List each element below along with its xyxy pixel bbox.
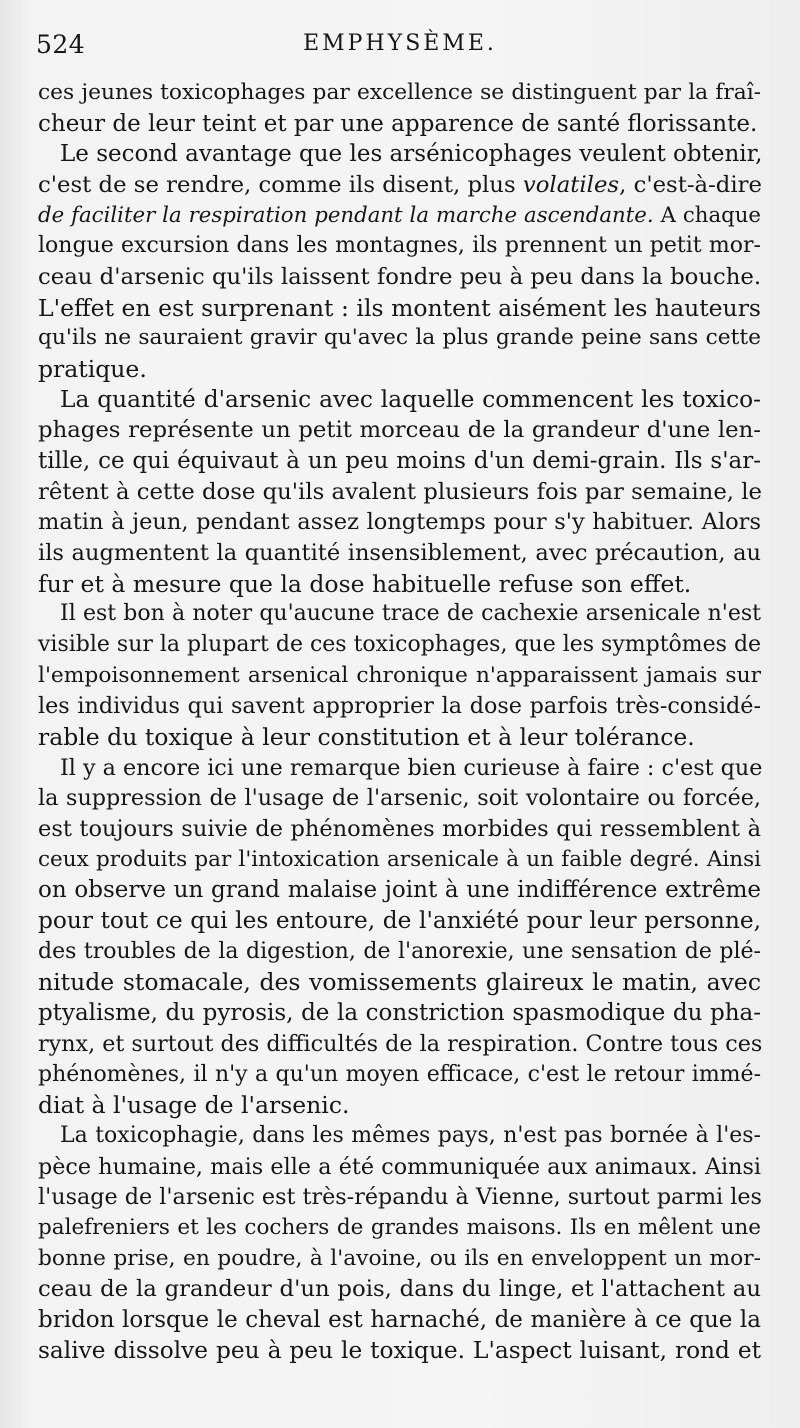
text-line: ceau d'arsenic qu'ils laissent fondre peu à peu dans la bouche. (38, 264, 762, 291)
text-line: cheur de leur teint et par une apparence de santé florissante. (38, 110, 758, 137)
text-segment: A chaque (653, 202, 761, 228)
italic-text: volatiles (522, 172, 620, 199)
text-line: les individus qui savent approprier la dose parfois très-considé- (38, 693, 761, 720)
text-line: ils augmentent la quantité insensiblement, avec précaution, au (38, 540, 761, 567)
page-number: 524 (36, 30, 86, 59)
text-line: L'effet en est surprenant : ils montent aisément les hauteurs (38, 293, 761, 322)
text-segment: c'est de se rendre, comme ils disent, plus (38, 172, 516, 199)
text-line: l'empoisonnement arsenical chronique n'apparaissent jamais sur (38, 662, 761, 688)
text-line: bonne prise, en poudre, à l'avoine, ou ils en enveloppent un mor- (38, 1245, 761, 1271)
text-line: on observe un grand malaise joint à une indifférence extrême (38, 877, 761, 904)
text-line: bridon lorsque le cheval est harnaché, de manière à ce que la (38, 1306, 761, 1333)
text-line: salive dissolve peu à peu le toxique. L'aspect luisant, rond et (38, 1336, 761, 1364)
text-line: longue excursion dans les montagnes, ils prennent un petit mor- (38, 233, 761, 259)
text-line: rêtent à cette dose qu'ils avalent plusieurs fois par semaine, le (38, 478, 762, 505)
text-line: ceau de la grandeur d'un pois, dans du linge, et l'attachent au (38, 1276, 761, 1303)
text-line: nitude stomacale, des vomissements glaireux le matin, avec (38, 968, 761, 997)
text-line: est toujours suivie de phénomènes morbides qui ressemblent à (38, 816, 761, 843)
text-line: qu'ils ne sauraient gravir qu'avec la plus grande peine sans cette (38, 325, 761, 351)
text-line: palefreniers et les cochers de grandes maisons. Ils en mêlent une (38, 1214, 761, 1240)
text-line: visible sur la plupart de ces toxicophages, que les symptômes de (38, 632, 762, 658)
text-line: Il y a encore ici une remarque bien curieuse à faire : c'est que (60, 754, 763, 781)
text-line: la suppression de l'usage de l'arsenic, soit volontaire ou forcée, (38, 785, 761, 812)
running-title: EMPHYSÈME. (303, 31, 497, 56)
italic-text: de faciliter la respiration pendant la marche ascendante. (38, 202, 654, 228)
text-line: phages représente un petit morceau de la grandeur d'une len- (38, 417, 761, 444)
text-line (38, 170, 761, 201)
text-line: matin à jeun, pendant assez longtemps pour s'y habituer. Alors (38, 509, 761, 536)
text-line: Il est bon à noter qu'aucune trace de cachexie arsenicale n'est (60, 601, 761, 627)
text-line: rable du toxique à leur constitution et à leur tolérance. (38, 723, 695, 752)
text-line: des troubles de la digestion, de l'anorexie, une sensation de plé- (38, 938, 761, 964)
text-line: tille, ce qui équivaut à un peu moins d'un demi-grain. Ils s'ar- (38, 448, 761, 475)
text-line: ceux produits par l'intoxication arsenicale à un faible degré. Ainsi (38, 846, 761, 872)
page-header (36, 30, 764, 64)
text-line: pèce humaine, mais elle a été communiquée aux animaux. Ainsi (38, 1153, 761, 1180)
text-line: phénomènes, il n'y a qu'un moyen efficace, c'est le retour immé- (38, 1061, 761, 1087)
text-line: ptyalisme, du pyrosis, de la constriction spasmodique du pha- (38, 1000, 761, 1027)
text-line: fur et à mesure que la dose habituelle refuse son effet. (38, 569, 692, 598)
body-text (38, 78, 761, 1366)
text-line: La quantité d'arsenic avec laquelle commencent les toxico- (60, 385, 761, 413)
text-line: pour tout ce qui les entoure, de l'anxiété pour leur personne, (38, 907, 761, 935)
text-line (38, 201, 761, 232)
text-line: l'usage de l'arsenic est très-répandu à Vienne, surtout parmi les (38, 1184, 762, 1211)
text-line: Le second avantage que les arsénicophages veulent obtenir, (60, 141, 763, 168)
text-line: diat à l'usage de l'arsenic. (38, 1091, 350, 1120)
text-segment: , c'est-à-dire (619, 172, 762, 199)
text-line: ces jeunes toxicophages par excellence se distinguent par la fraî- (38, 80, 761, 105)
text-line: La toxicophagie, dans les mêmes pays, n'est pas bornée à l'es- (60, 1122, 761, 1148)
text-line: pratique. (38, 355, 147, 384)
text-line: rynx, et surtout des difficultés de la respiration. Contre tous ces (38, 1030, 763, 1057)
